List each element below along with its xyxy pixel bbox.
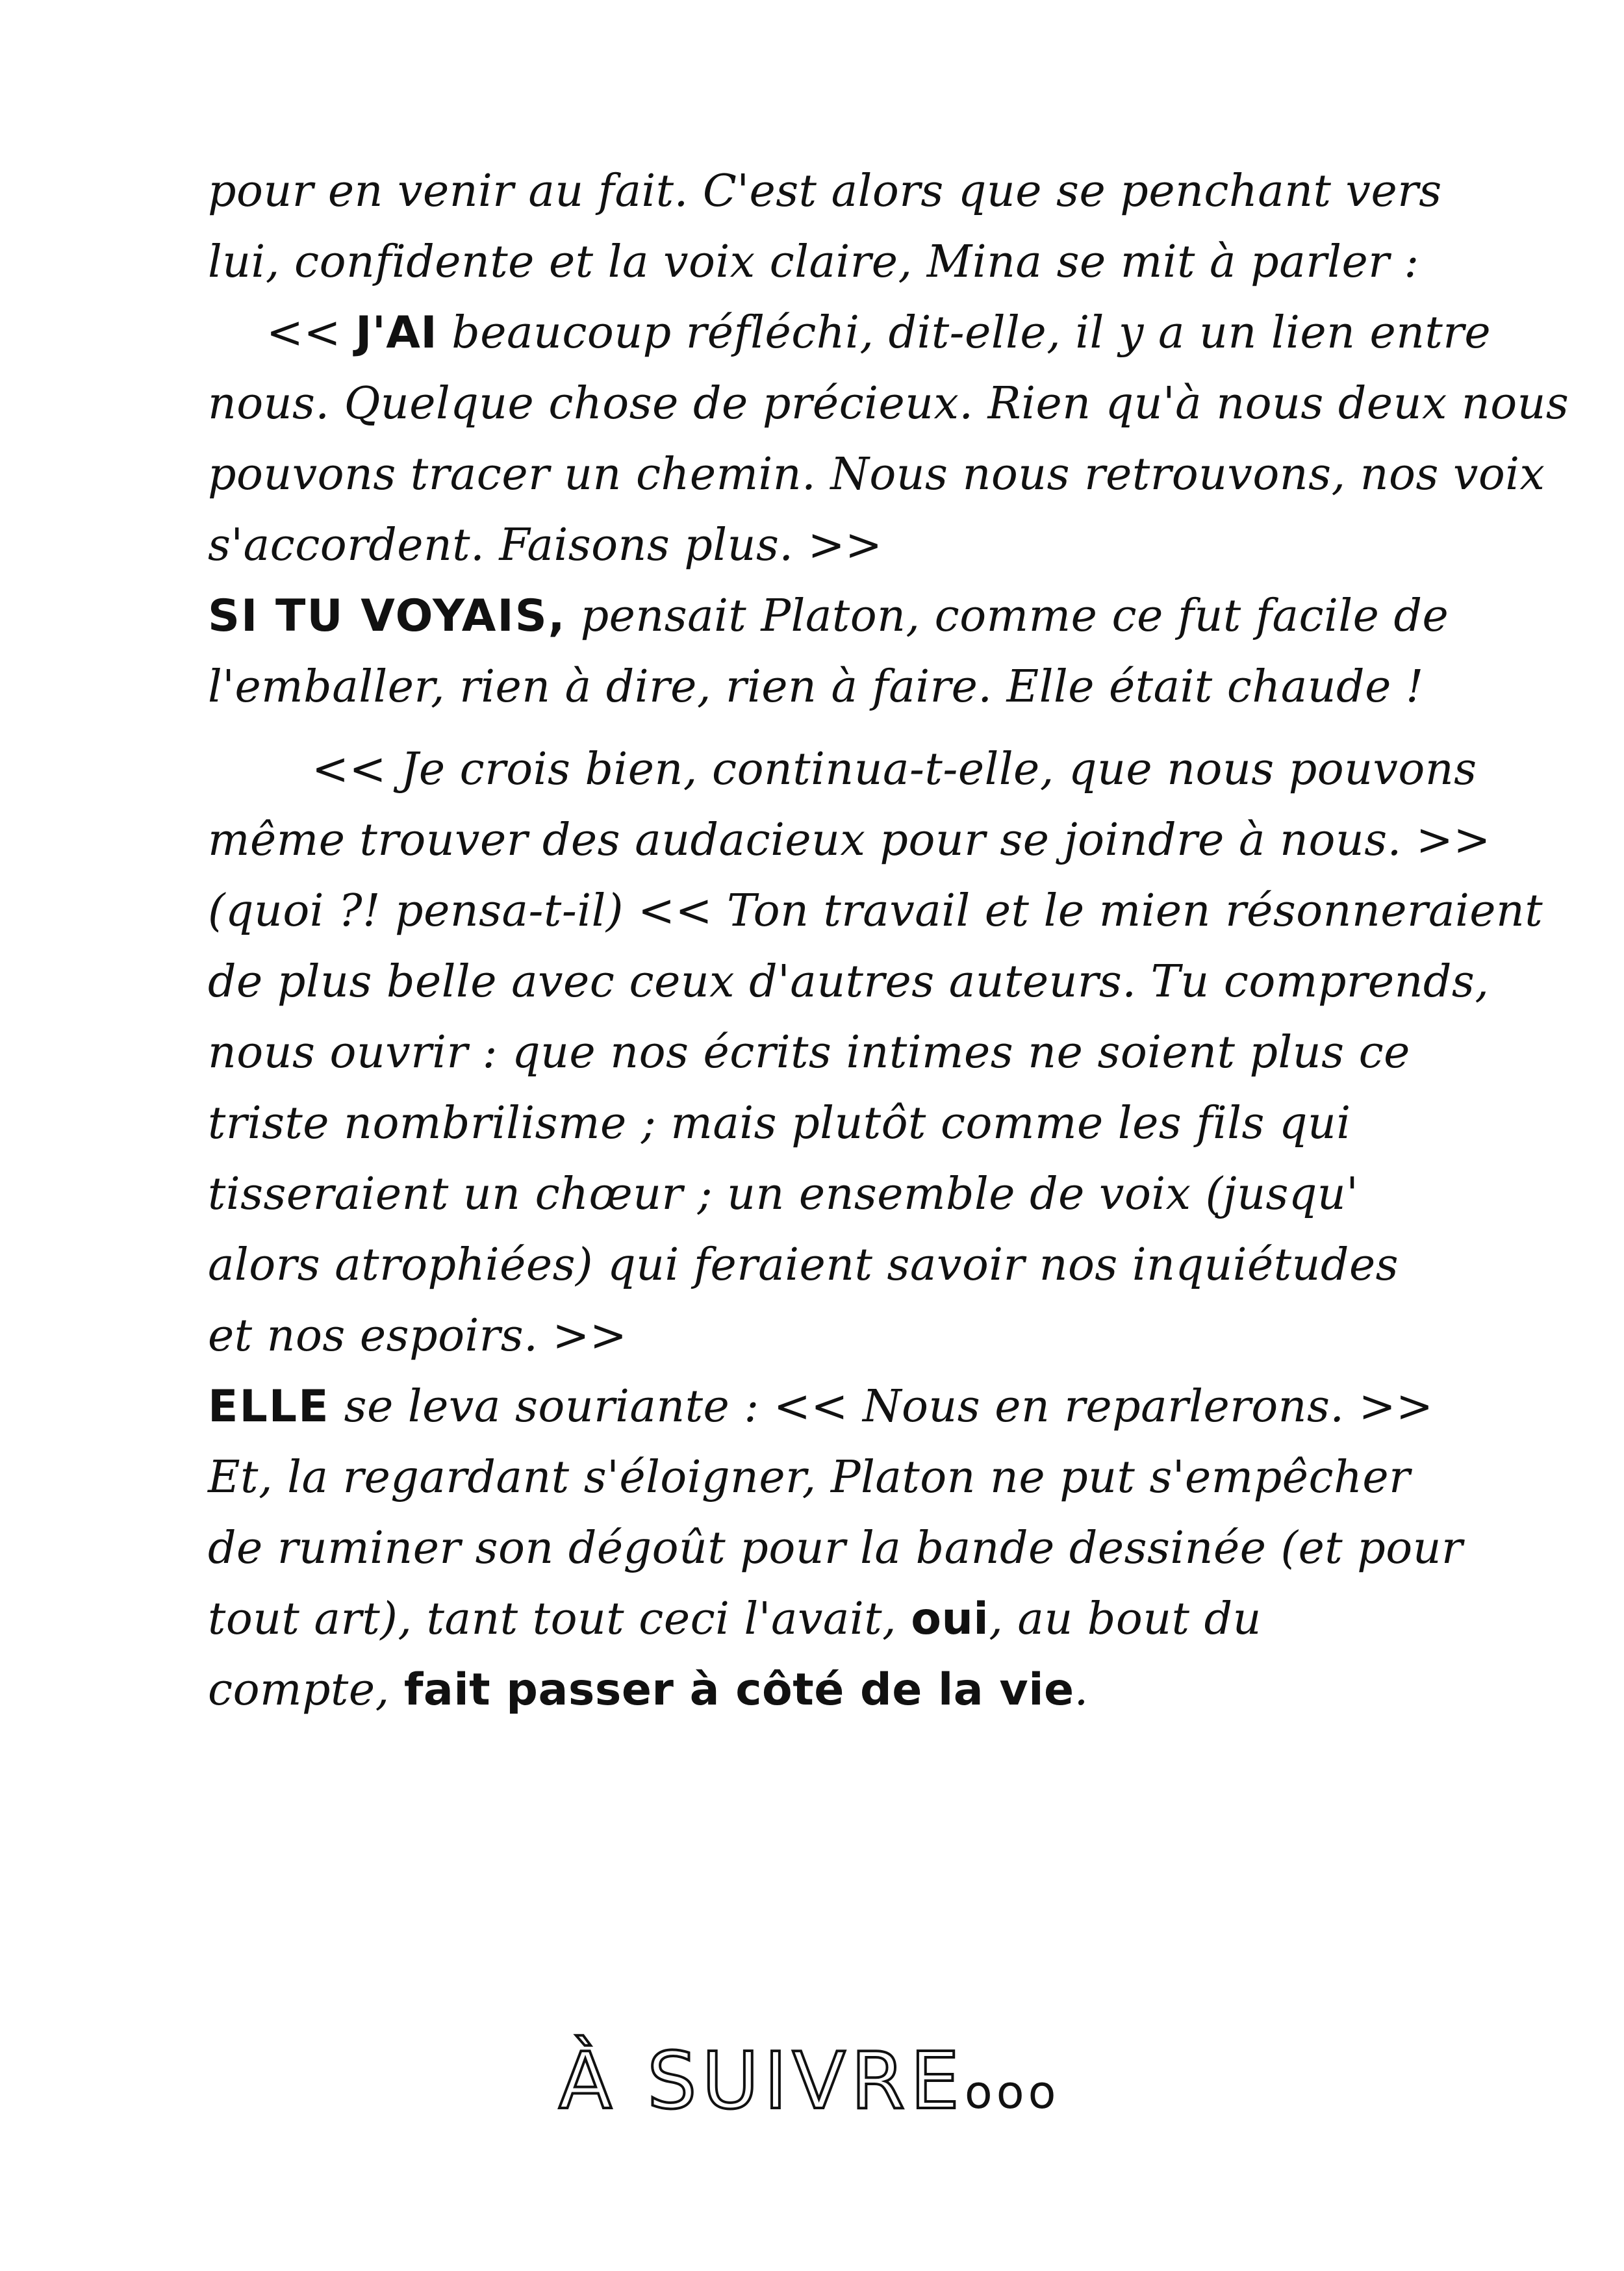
- text-line: même trouver des audacieux pour se joindre à nous. >>: [208, 815, 1491, 866]
- paragraph-lead: ELLE: [208, 1381, 330, 1432]
- ellipsis-dots: ooo: [964, 2066, 1060, 2119]
- text-line: pour en venir au fait. C'est alors que se penchant vers: [208, 166, 1442, 217]
- text-fragment: pensait Platon, comme ce fut facile de: [566, 590, 1449, 642]
- text-line: alors atrophiées) qui feraient savoir nos inquiétudes: [208, 1239, 1399, 1291]
- paragraph-lead: SI TU VOYAIS,: [208, 590, 566, 642]
- paragraph-lead: J'AI: [355, 307, 438, 359]
- text-line: [208, 1655, 1429, 1725]
- text-line: [208, 581, 1449, 652]
- text-line: [208, 298, 1491, 368]
- text-line: nous. Quelque chose de précieux. Rien qu'à nous deux nous: [208, 378, 1569, 429]
- text-line: et nos espoirs. >>: [208, 1310, 628, 1362]
- text-fragment: compte,: [208, 1664, 404, 1716]
- to-be-continued-title: [559, 2036, 1059, 2127]
- text-line: << Je crois bien, continua-t-elle, que nous pouvons: [312, 744, 1477, 795]
- text-line: [208, 1584, 1429, 1655]
- emphasis-word: oui: [911, 1593, 989, 1645]
- handwritten-text: [208, 156, 1569, 1725]
- text-line: [208, 1371, 1434, 1442]
- text-line: lui, confidente et la voix claire, Mina se mit à parler :: [208, 236, 1419, 288]
- emphasis-phrase: fait passer à côté de la vie: [403, 1664, 1074, 1716]
- text-line: de plus belle avec ceux d'autres auteurs. Tu comprends,: [208, 956, 1490, 1008]
- text-fragment: se leva souriante : << Nous en reparlerons. >>: [329, 1381, 1434, 1432]
- text-line: de ruminer son dégoût pour la bande dessinée (et pour: [208, 1523, 1464, 1574]
- text-line: pouvons tracer un chemin. Nous nous retrouvons, nos voix: [208, 449, 1545, 500]
- text-line: nous ouvrir : que nos écrits intimes ne soient plus ce: [208, 1027, 1410, 1078]
- text-fragment: beaucoup réfléchi, dit-elle, il y a un lien entre: [437, 307, 1491, 359]
- text-line: l'emballer, rien à dire, rien à faire. Elle était chaude !: [208, 661, 1424, 713]
- text-line: s'accordent. Faisons plus. >>: [208, 520, 883, 571]
- quote-open: <<: [266, 307, 356, 359]
- text-fragment: tout art), tant tout ceci l'avait,: [208, 1593, 911, 1645]
- text-line: tisseraient un chœur ; un ensemble de voix (jusqu': [208, 1169, 1359, 1220]
- text-line: Et, la regardant s'éloigner, Platon ne put s'empêcher: [208, 1452, 1411, 1503]
- text-fragment: , au bout du: [989, 1593, 1262, 1645]
- text-line: (quoi ?! pensa-t-il) << Ton travail et le mien résonneraient: [208, 885, 1543, 937]
- text-line: triste nombrilisme ; mais plutôt comme les fils qui: [208, 1098, 1351, 1149]
- to-be-continued-text: À SUIVRE: [559, 2036, 965, 2127]
- text-fragment: .: [1074, 1664, 1089, 1716]
